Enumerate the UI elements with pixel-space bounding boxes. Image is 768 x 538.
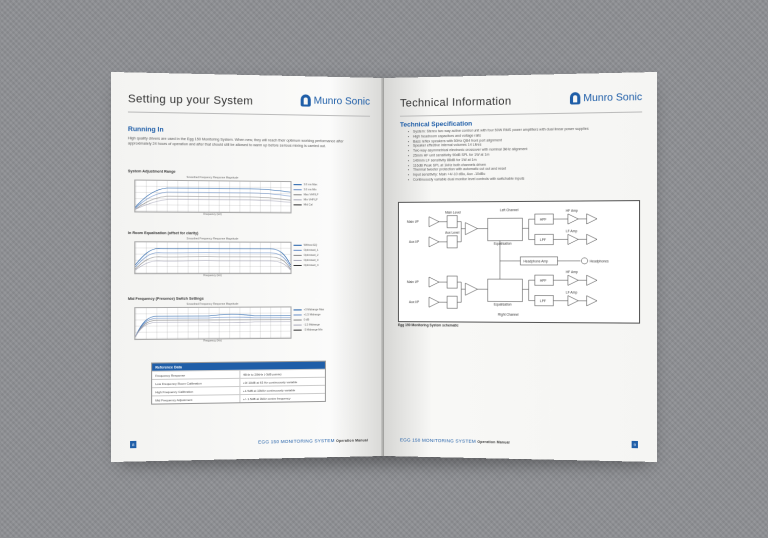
right-logo (570, 91, 642, 105)
list-item: • Bass reflex speakers with 50Hz QB4 front port alignment (408, 136, 646, 144)
hf-amp-label-l: HF Amp (565, 208, 578, 213)
chart-1-curve-4 (135, 199, 290, 210)
chart-2-subtitle: Smoothed Frequency Response Magnitude (186, 237, 239, 241)
eq-label-l: Equalisation (493, 241, 512, 246)
left-page-title: Setting up your System (127, 92, 254, 108)
legend-item: Optimised_2 (294, 254, 355, 257)
right-footer-title (400, 437, 510, 444)
chart-2 (128, 237, 356, 280)
aux-level-label-l: Aux Level (445, 230, 460, 235)
running-in-heading: Running In (127, 125, 164, 134)
tech-spec-heading: Technical Specification (399, 120, 473, 129)
schematic-caption: Egg 150 Monitoring System schematic (397, 323, 459, 328)
lf-out-r (587, 296, 597, 306)
right-page-number: 9 (633, 441, 636, 448)
reference-table-title: Reference Data (152, 362, 325, 371)
chart-3 (128, 302, 356, 346)
table-cell: 45Hz to 20kHz (-3dB points) (242, 371, 282, 377)
chart-1-subtitle: Smoothed Frequency Response Magnitude (186, 175, 239, 180)
main-level-label-l: Main Level (445, 210, 461, 215)
chart-1 (128, 175, 356, 219)
list-item: • Thermal tweeter protection with automatic cut out and reset (408, 165, 646, 173)
eq-block-l (488, 218, 523, 240)
table-cell: +1.5dB at 10kHz continuously variable (242, 387, 296, 393)
headphone-out-label: Headphones (589, 259, 609, 264)
legend-item: Optimised_1 (294, 249, 355, 252)
legend-item: 0 dB (294, 318, 355, 321)
left-logo (301, 94, 371, 107)
reference-data-table (151, 361, 326, 405)
main-in-label-l: Main I/P (406, 219, 419, 224)
right-footer-sub: Operation Manual (477, 439, 510, 445)
list-item: • High headroom capacitors and voltage rails (408, 131, 646, 139)
main-input-buffer-l (429, 217, 439, 227)
running-in-paragraph: High quality drivers are used in the Egg 150 Monitoring System. When new, they will reach their optimum working performance after approximately 24 hours of operation and after that should still be allowed to warm up before serious mixing is carried out. (127, 136, 344, 149)
right-footer (398, 436, 642, 449)
legend-item: 3.6 ms Min (294, 188, 355, 192)
lf-amp-label-l: LF Amp (565, 229, 578, 234)
lpf-label-l: LPF (539, 237, 547, 243)
aux-in-label-l: Aux I/P (408, 239, 420, 244)
wires-l (439, 219, 587, 242)
hf-amp-r (568, 275, 578, 285)
main-in-label-r: Main I/P (406, 280, 419, 285)
table-cell: +0/-10dB at 63 Hz continuously variable (242, 379, 298, 385)
right-page (384, 72, 657, 462)
left-page (111, 72, 384, 462)
chart-2-curve-4 (135, 261, 290, 271)
list-item: • Two way asymmetrical electronic crossover with nominal 3kHz alignment (408, 146, 646, 154)
hf-amp-label-r: HF Amp (565, 270, 578, 275)
left-page-number: 8 (132, 441, 135, 448)
table-cell: High Frequency Calibration (152, 387, 240, 395)
legend-item: Min VHF/LF (294, 198, 355, 201)
chart-2-curve-3 (135, 256, 290, 269)
chart-3-curve-4 (135, 322, 290, 337)
left-footer-title (258, 437, 368, 444)
hf-out-r (587, 275, 597, 285)
list-item: • 116dB Peak SPL at 1kHz both channels driven (408, 160, 646, 168)
legend-item: -1.5 Midrange (294, 323, 355, 326)
system-schematic (398, 200, 640, 324)
right-page-title: Technical Information (399, 95, 512, 110)
legend-item: Max VHF/LF (294, 193, 355, 197)
sum-amp-r (465, 283, 477, 295)
sum-amp-l (465, 223, 477, 235)
aux-level-l (447, 236, 457, 248)
munro-logo-icon (570, 92, 580, 104)
list-item: • Continuously variable dual monitor level controls with switchable inputs (408, 175, 646, 182)
legend-item: Optimised_3 (294, 259, 355, 262)
list-item: • 140mm LF sensitivity 88dB for 1W at 1m (408, 155, 646, 163)
left-footer (126, 436, 370, 449)
chart-3-subtitle: Smoothed Frequency Response Magnitude (186, 302, 239, 306)
table-cell: Low Frequency Room Calibration (152, 379, 240, 387)
table-cell: +/- 1.5dB at 3kHz centre frequency (242, 395, 291, 401)
chart-3-plot (134, 306, 291, 340)
chart-1-xlabel: Frequency (Hz) (203, 212, 222, 217)
lf-amp-l (568, 234, 578, 244)
legend-item: Without EQ (294, 244, 355, 247)
main-level-l (447, 216, 457, 228)
chart-3-xlabel: Frequency (Hz) (203, 339, 222, 343)
wires-r (439, 280, 587, 303)
chart-1-curve-3 (135, 196, 290, 210)
chart-2-curve-2 (135, 252, 290, 267)
legend-item: Optimised_4 (294, 264, 355, 267)
left-footer-system: EGG 150 MONITORING SYSTEM (258, 437, 335, 445)
chart-1-title: System Adjustment Range (127, 169, 176, 174)
chart-1-curve-1 (135, 188, 290, 209)
tech-spec-list (408, 126, 646, 183)
main-level-r (447, 276, 457, 288)
aux-input-buffer-l (429, 237, 439, 247)
headphone-amp-label: Headphone Amp (523, 259, 549, 264)
chart-2-xlabel: Frequency (Hz) (203, 274, 222, 278)
aux-level-r (447, 296, 457, 308)
aux-in-label-r: Aux I/P (408, 300, 420, 305)
chart-2-plot (134, 241, 291, 274)
legend-item: +3 Midrange Max (294, 308, 355, 311)
left-logo-text: Munro Sonic (313, 95, 371, 108)
munro-logo-icon (301, 94, 311, 106)
legend-item: +1.5 Midrange (294, 313, 355, 316)
right-footer-system: EGG 150 MONITORING SYSTEM (399, 436, 476, 444)
lf-amp-r (568, 296, 578, 306)
chart-2-title: In Room Equalisation (offset for clarity) (127, 230, 199, 236)
left-footer-sub: Operation Manual (336, 437, 369, 443)
hpf-label-r: HPF (539, 278, 547, 283)
hf-amp-l (568, 214, 578, 224)
eq-label-r: Equalisation (493, 302, 512, 307)
lf-amp-label-r: LF Amp (565, 290, 578, 295)
list-item: • Speaker effective internal volumes 14 Litres (408, 141, 646, 149)
chart-2-legend (294, 244, 355, 269)
hf-out-l (587, 214, 597, 224)
lf-out-l (587, 234, 597, 244)
list-item: • 25mm HF unit sensitivity 90dB SPL for 1W at 1m (408, 151, 646, 159)
left-channel-label: Left Channel (499, 208, 519, 213)
aux-input-buffer-r (429, 297, 439, 307)
table-cell: Mid Frequency Adjustment (152, 395, 240, 403)
legend-item: 3.6 ms Max (294, 183, 355, 187)
legend-item: Mid Cal (294, 203, 355, 206)
headphone-jack-icon (581, 258, 587, 264)
legend-item: -3 Midrange Min (294, 328, 355, 331)
main-input-buffer-r (429, 277, 439, 287)
eq-block-r (488, 279, 523, 301)
chart-3-legend (294, 308, 355, 334)
list-item: • Input sensitivity: Main +4/-10 dBu, Aux -10dBu (408, 170, 646, 177)
chart-1-legend (294, 183, 355, 209)
right-logo-text: Munro Sonic (583, 91, 643, 104)
chart-3-title: Mid Frequency (Presence) Switch Settings (127, 296, 204, 301)
list-item: • System: Stereo two way active control unit with four 50W RMS power amplifiers with dual linear power supplies (408, 126, 646, 135)
right-channel-label: Right Channel (497, 312, 519, 317)
hpf-label-l: HPF (539, 217, 547, 222)
table-cell: Frequency Response (152, 371, 240, 379)
lpf-label-r: LPF (539, 299, 547, 304)
